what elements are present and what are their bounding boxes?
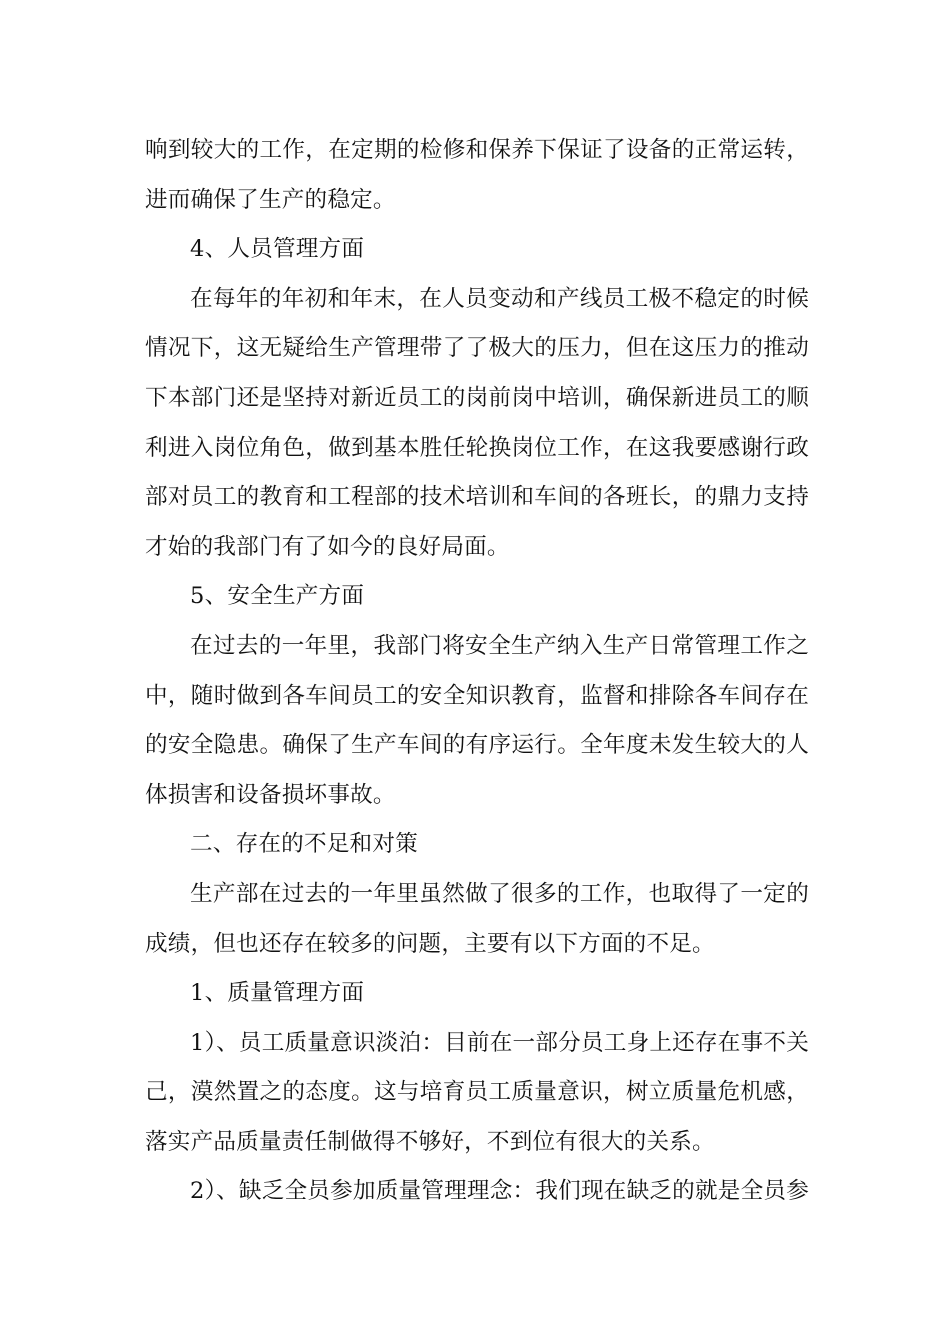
paragraph-line: 的安全隐患。确保了生产车间的有序运行。全年度未发生较大的人 <box>145 732 809 759</box>
paragraph-line: 生产部在过去的一年里虽然做了很多的工作，也取得了一定的 <box>190 880 809 907</box>
paragraph-line: 1）、员工质量意识淡泊：目前在一部分员工身上还存在事不关 <box>190 1029 809 1056</box>
paragraph-line: 在过去的一年里，我部门将安全生产纳入生产日常管理工作之 <box>190 632 809 659</box>
section-heading: 5、安全生产方面 <box>190 583 365 610</box>
paragraph-line: 成绩，但也还存在较多的问题，主要有以下方面的不足。 <box>145 930 715 957</box>
paragraph-line: 中，随时做到各车间员工的安全知识教育，监督和排除各车间存在 <box>145 682 809 709</box>
paragraph-line: 才始的我部门有了如今的良好局面。 <box>145 533 510 560</box>
paragraph-line: 己，漠然置之的态度。这与培育员工质量意识，树立质量危机感， <box>145 1079 809 1106</box>
section-heading: 4、人员管理方面 <box>190 236 365 263</box>
paragraph-line: 响到较大的工作，在定期的检修和保养下保证了设备的正常运转， <box>145 137 809 163</box>
document-body <box>145 126 809 1217</box>
paragraph-line: 情况下，这无疑给生产管理带了了极大的压力，但在这压力的推动 <box>145 335 809 362</box>
paragraph-line: 利进入岗位角色，做到基本胜任轮换岗位工作，在这我要感谢行政 <box>145 434 809 461</box>
section-heading: 二、存在的不足和对策 <box>190 831 418 858</box>
paragraph-line: 落实产品质量责任制做得不够好，不到位有很大的关系。 <box>145 1128 715 1155</box>
paragraph-line: 部对员工的教育和工程部的技术培训和车间的各班长，的鼎力支持 <box>145 484 809 511</box>
paragraph-line: 进而确保了生产的稳定。 <box>145 186 396 213</box>
paragraph-line: 下本部门还是坚持对新近员工的岗前岗中培训，确保新进员工的顺 <box>145 384 809 411</box>
paragraph-line: 2）、缺乏全员参加质量管理理念：我们现在缺乏的就是全员参 <box>190 1178 809 1205</box>
paragraph-line: 体损害和设备损坏事故。 <box>145 781 396 808</box>
section-heading: 1、质量管理方面 <box>190 980 365 1007</box>
paragraph-line: 在每年的年初和年末，在人员变动和产线员工极不稳定的时候 <box>190 285 809 312</box>
